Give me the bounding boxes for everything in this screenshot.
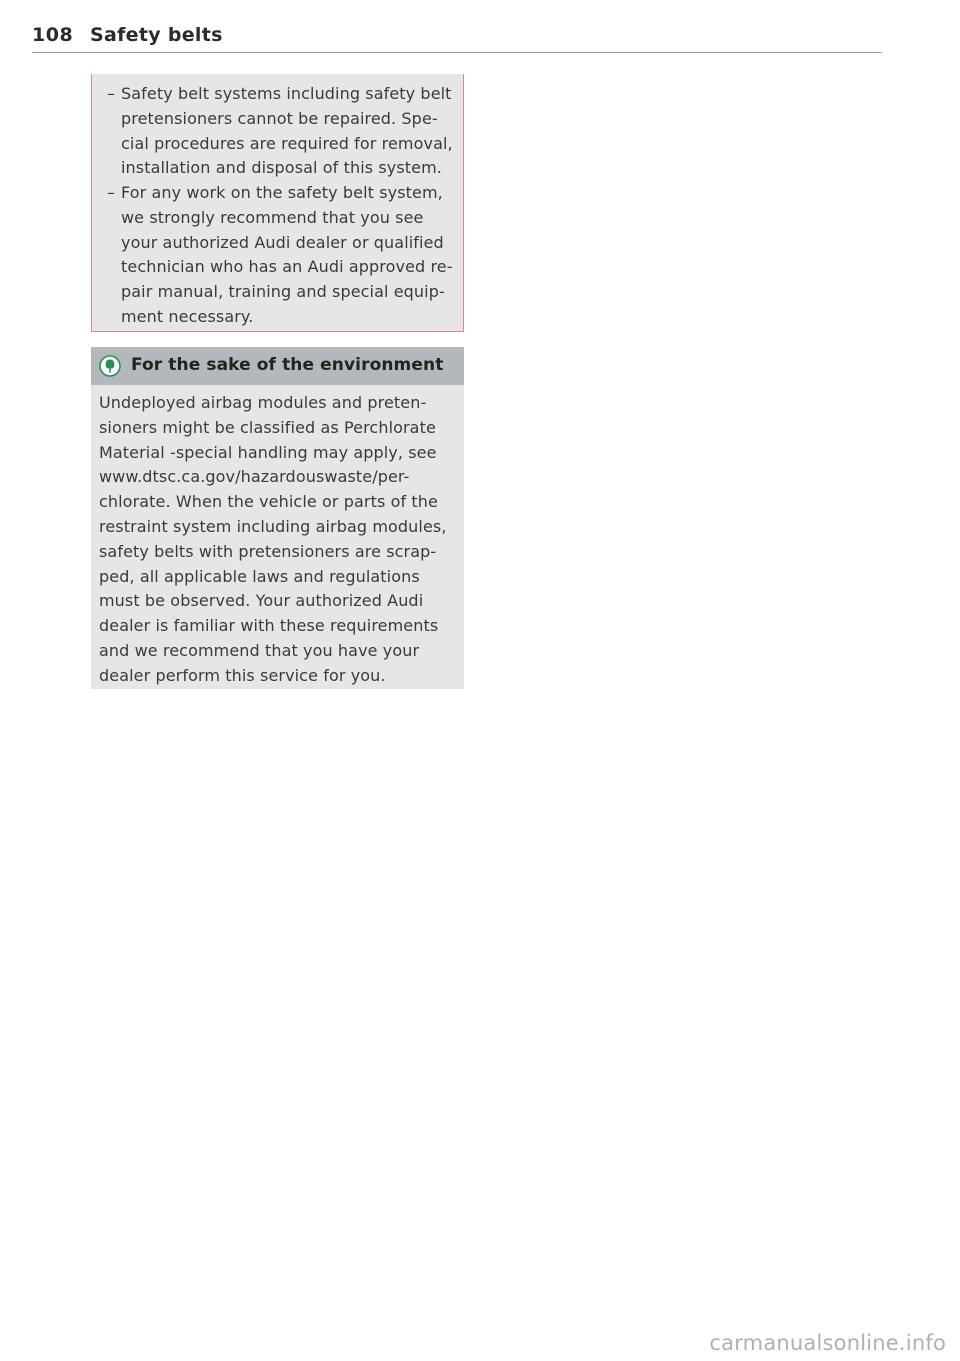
environment-line: safety belts with pretensioners are scrap-: [99, 541, 437, 561]
bullet-line: we strongly recommend that you see: [121, 207, 424, 227]
environment-line: Undeployed airbag modules and preten-: [99, 393, 427, 412]
environment-line: must be observed. Your authorized Audi: [99, 591, 424, 611]
bullet-dash: –: [107, 183, 116, 202]
bullet-line: cial procedures are required for removal,: [121, 133, 453, 153]
environment-line: www.dtsc.ca.gov/hazardouswaste/per-: [99, 467, 410, 487]
environment-line: and we recommend that you have your: [99, 640, 420, 660]
environment-text: [99, 391, 447, 689]
bullet-dash: –: [107, 84, 116, 103]
bullet-line: your authorized Audi dealer or qualified: [121, 232, 444, 252]
environment-line: dealer is familiar with these requirements: [99, 616, 439, 636]
environment-line: chlorate. When the vehicle or parts of the: [99, 492, 438, 512]
bullet-line: installation and disposal of this system.: [121, 158, 442, 178]
environment-body: [91, 385, 464, 689]
bullet-line: For any work on the safety belt system,: [121, 183, 443, 202]
environment-line: dealer perform this service for you.: [99, 665, 386, 685]
environment-line: restraint system including airbag modules,: [99, 516, 447, 536]
page-number: 108: [32, 24, 74, 46]
environment-header: [91, 347, 464, 385]
tree-icon: [99, 355, 121, 377]
environment-title: For the sake of the environment: [131, 355, 444, 375]
watermark: carmanualsonline.info: [709, 1331, 946, 1355]
environment-line: ped, all applicable laws and regulations: [99, 566, 420, 586]
warning-bullet: [107, 181, 453, 330]
bullet-line: technician who has an Audi approved re-: [121, 257, 453, 277]
warning-box: [91, 74, 464, 332]
section-title: Safety belts: [90, 24, 223, 46]
warning-bullet: [107, 82, 453, 181]
environment-line: sioners might be classified as Perchlorate: [99, 417, 436, 437]
page-header: [32, 22, 882, 53]
bullet-line: pretensioners cannot be repaired. Spe-: [121, 108, 438, 128]
bullet-line: Safety belt systems including safety belt: [121, 84, 452, 103]
environment-line: Material -special handling may apply, see: [99, 442, 437, 462]
bullet-line: pair manual, training and special equip-: [121, 282, 445, 302]
bullet-line: ment necessary.: [121, 306, 254, 326]
